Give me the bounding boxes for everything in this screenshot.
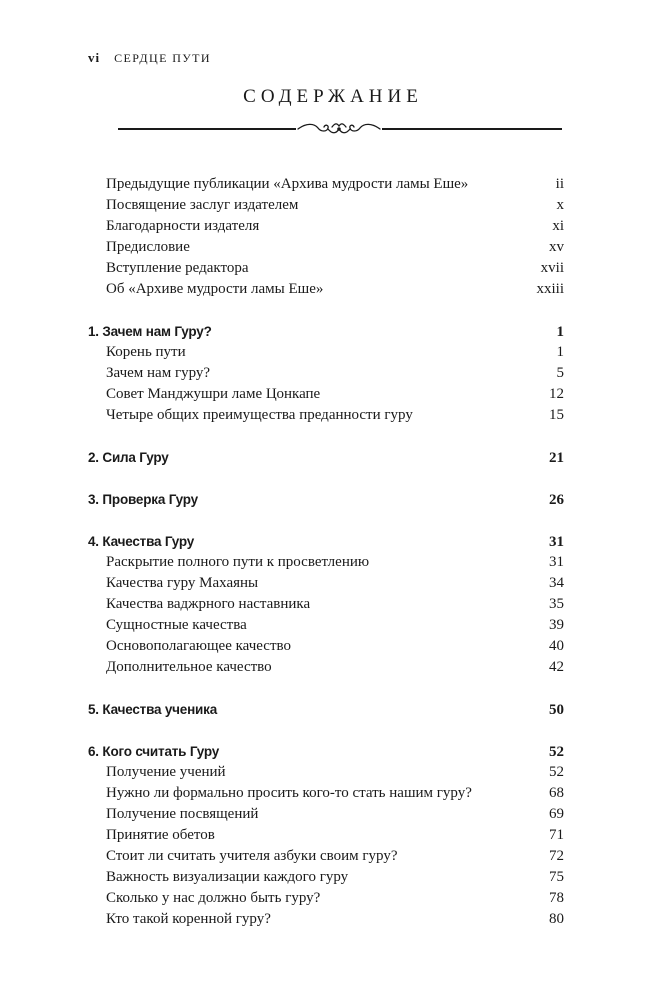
toc-entry — [88, 783, 564, 804]
toc-entry — [88, 279, 564, 300]
spacer — [88, 300, 564, 321]
toc-entry — [88, 573, 564, 594]
page-number: vi — [88, 50, 101, 65]
toc-entry-page-number: 40 — [549, 638, 564, 654]
toc-entry-title: Сущностные качества — [106, 617, 247, 633]
toc-entry-page-number: 78 — [549, 890, 564, 906]
chapter-entry-title: 5. Качества ученика — [88, 702, 218, 717]
spacer — [88, 468, 564, 489]
toc-entry-page-number: 31 — [549, 554, 564, 570]
chapter-entry-page-number: 21 — [549, 450, 564, 466]
toc-entry — [88, 825, 564, 846]
toc-entry — [88, 594, 564, 615]
toc-entry-page-number: 69 — [549, 806, 564, 822]
toc-entry-title: Вступление редактора — [106, 260, 249, 276]
chapter-entry-page-number: 26 — [549, 492, 564, 508]
toc-entry-page-number: xxiii — [536, 281, 564, 297]
toc-entry-page-number: 39 — [549, 617, 564, 633]
toc-entry-title: Благодарности издателя — [106, 218, 260, 234]
toc-entry — [88, 636, 564, 657]
toc-entry-title: Раскрытие полного пути к просветлению — [106, 554, 370, 570]
toc-entry-page-number: 52 — [549, 764, 564, 780]
toc-entry-page-number: 72 — [549, 848, 564, 864]
chapter-entry-title: 4. Качества Гуру — [88, 534, 195, 549]
toc-entry-title: Совет Манджушри ламе Цонкапе — [106, 386, 321, 402]
toc-entry-title: Качества ваджрного наставника — [106, 596, 311, 612]
toc-entry-title: Четыре общих преимущества преданности гуру — [106, 407, 413, 423]
toc-entry-title: Зачем нам гуру? — [106, 365, 211, 381]
chapter-entry-title: 3. Проверка Гуру — [88, 492, 198, 507]
toc-entry-page-number: 1 — [556, 344, 564, 360]
chapter-entry — [88, 741, 564, 762]
toc-entry-page-number: 71 — [549, 827, 564, 843]
toc-entry — [88, 384, 564, 405]
toc-entry — [88, 846, 564, 867]
toc-entry-title: Нужно ли формально просить кого-то стать нашим гуру? — [106, 785, 472, 801]
toc-entry-title: Об «Архиве мудрости ламы Еше» — [106, 281, 324, 297]
table-of-contents — [88, 174, 564, 930]
toc-entry-page-number: 15 — [549, 407, 564, 423]
toc-entry — [88, 804, 564, 825]
toc-entry — [88, 258, 564, 279]
chapter-entry — [88, 489, 564, 510]
chapter-entry-title: 6. Кого считать Гуру — [88, 744, 220, 759]
toc-entry-page-number: 5 — [556, 365, 564, 381]
book-title: СЕРДЦЕ ПУТИ — [114, 51, 211, 65]
toc-entry — [88, 342, 564, 363]
chapter-entry — [88, 321, 564, 342]
page-title: СОДЕРЖАНИЕ — [243, 86, 423, 107]
toc-entry — [88, 216, 564, 237]
toc-entry-title: Важность визуализации каждого гуру — [106, 869, 349, 885]
toc-entry-title: Предисловие — [106, 239, 190, 255]
toc-entry-title: Получение посвящений — [106, 806, 259, 822]
toc-entry — [88, 174, 564, 195]
toc-entry — [88, 909, 564, 930]
toc-entry-title: Стоит ли считать учителя азбуки своим гуру? — [106, 848, 398, 864]
toc-entry — [88, 552, 564, 573]
toc-entry-page-number: x — [556, 197, 564, 213]
toc-entry-title: Основополагающее качество — [106, 638, 291, 654]
spacer — [88, 720, 564, 741]
toc-entry-page-number: xv — [549, 239, 564, 255]
chapter-entry-title: 1. Зачем нам Гуру? — [88, 324, 212, 339]
toc-entry-title: Предыдущие публикации «Архива мудрости ламы Еше» — [106, 176, 469, 192]
ornamental-rule — [118, 120, 562, 138]
spacer — [88, 678, 564, 699]
toc-entry-page-number: xi — [552, 218, 564, 234]
toc-entry-page-number: 12 — [549, 386, 564, 402]
spacer — [88, 426, 564, 447]
chapter-entry-page-number: 50 — [549, 702, 564, 718]
toc-entry — [88, 867, 564, 888]
chapter-entry-page-number: 1 — [556, 324, 564, 340]
toc-entry-title: Кто такой коренной гуру? — [106, 911, 271, 927]
spacer — [88, 510, 564, 531]
toc-entry-title: Дополнительное качество — [106, 659, 272, 675]
toc-entry-page-number: 34 — [549, 575, 564, 591]
toc-entry — [88, 762, 564, 783]
toc-entry — [88, 237, 564, 258]
chapter-entry — [88, 447, 564, 468]
chapter-entry-page-number: 52 — [549, 744, 564, 760]
rule-left-line — [118, 128, 296, 130]
chapter-entry-title: 2. Сила Гуру — [88, 450, 169, 465]
toc-entry-page-number: 68 — [549, 785, 564, 801]
toc-entry — [88, 363, 564, 384]
chapter-entry-page-number: 31 — [549, 534, 564, 550]
running-head — [88, 50, 211, 68]
toc-entry-title: Сколько у нас должно быть гуру? — [106, 890, 321, 906]
front-matter-list — [88, 174, 564, 300]
chapters-list — [88, 300, 564, 930]
toc-entry-page-number: 42 — [549, 659, 564, 675]
toc-entry-page-number: 80 — [549, 911, 564, 927]
toc-entry-page-number: ii — [555, 176, 564, 192]
chapter-entry — [88, 699, 564, 720]
toc-entry — [88, 657, 564, 678]
rule-right-line — [382, 128, 562, 130]
chapter-entry — [88, 531, 564, 552]
toc-entry — [88, 405, 564, 426]
toc-entry — [88, 615, 564, 636]
toc-entry-page-number: xvii — [540, 260, 564, 276]
toc-entry-title: Получение учений — [106, 764, 226, 780]
toc-entry-page-number: 35 — [549, 596, 564, 612]
toc-entry-title: Качества гуру Махаяны — [106, 575, 259, 591]
toc-entry-title: Посвящение заслуг издателем — [106, 197, 299, 213]
flourish-icon — [294, 120, 384, 138]
toc-entry-title: Корень пути — [106, 344, 186, 360]
toc-entry — [88, 195, 564, 216]
toc-entry — [88, 888, 564, 909]
toc-entry-title: Принятие обетов — [106, 827, 215, 843]
toc-entry-page-number: 75 — [549, 869, 564, 885]
